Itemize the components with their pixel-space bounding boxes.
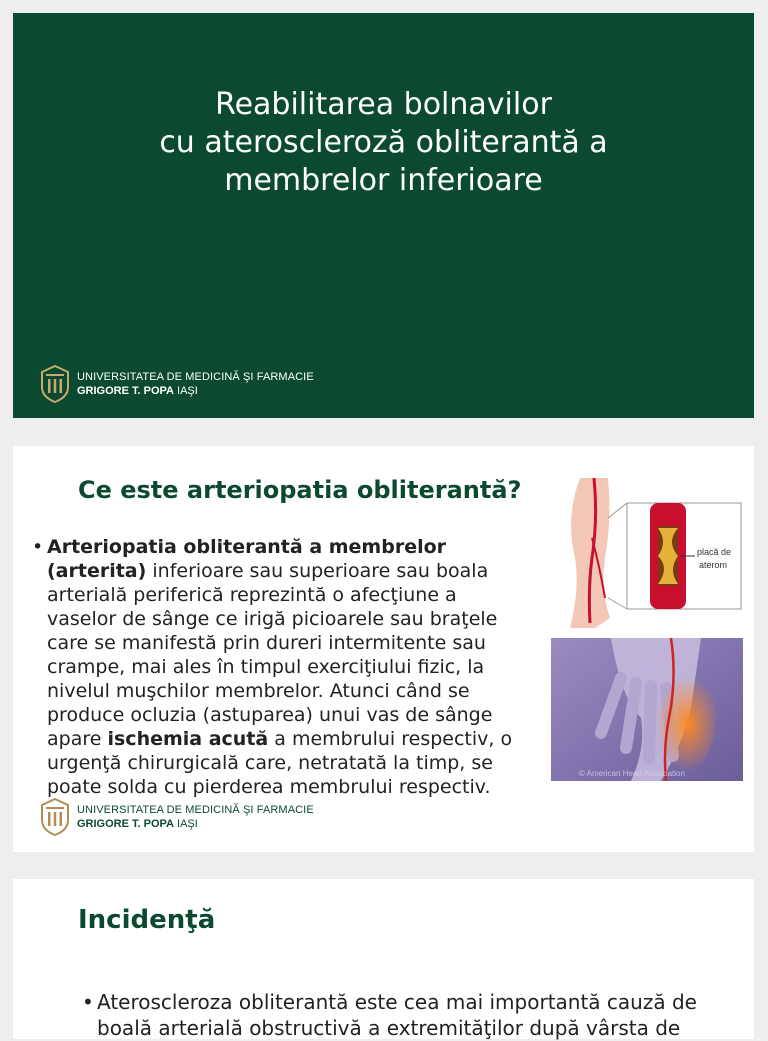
title-slide — [13, 13, 754, 418]
incidence-slide — [13, 879, 754, 1039]
slide-body — [82, 989, 742, 1041]
bullet-item — [82, 989, 742, 1041]
bullet-bold-ischemia: ischemia acută — [107, 728, 269, 750]
logo-university-bold: GRIGORE T. POPA — [77, 385, 174, 397]
logo-university-city: IAŞI — [173, 818, 198, 830]
logo-university-city: IAŞI — [173, 385, 198, 397]
bullet-icon: • — [82, 990, 94, 1014]
university-crest-icon — [40, 365, 70, 403]
bullet-item — [32, 535, 522, 799]
content-slide — [13, 446, 754, 852]
slide-heading: Incidenţă — [78, 905, 216, 935]
image-label-line-2: aterom — [699, 560, 728, 570]
logo-university-name: UNIVERSITATEA DE MEDICINĂ ŞI FARMACIE — [77, 804, 314, 816]
logo-university-bold: GRIGORE T. POPA — [77, 818, 174, 830]
title-line-1: Reabilitarea bolnavilor — [215, 87, 552, 122]
leg-artery-illustration — [550, 478, 742, 628]
university-logo-footer — [40, 798, 314, 836]
slide-heading: Ce este arteriopatia obliterantă? — [78, 476, 522, 504]
university-logo — [40, 365, 314, 403]
bullet-bold-term: Arteriopatia obliterantă a membrelor (arterita) — [47, 536, 447, 582]
title-line-3: membrelor inferioare — [224, 163, 543, 198]
bullet-text: Ateroscleroza obliterantă este cea mai importantă cauză de boală arterială obstructivă a extremităţilor după vârsta de — [97, 990, 697, 1040]
bullet-text-part-1: inferioare sau superioare sau boala arterială periferică reprezintă o afecţiune a vaselor de sânge ce irigă picioarele sau braţele care se manifestă prin dureri intermitente sau crampe, mai ales în timpul exerciţiului fizic, la nivelul muşchilor membrelor. Atunci când se produce ocluzia (astuparea) unui vas de sânge apare — [47, 560, 498, 750]
university-crest-icon — [40, 798, 70, 836]
title-line-2: cu ateroscleroză obliterantă a — [159, 125, 608, 160]
bullet-icon: • — [32, 536, 44, 558]
slide-body — [32, 535, 522, 799]
bullet-text-part-2: a membrului respectiv, o urgenţă chirurgicală care, netratată la timp, se poate solda cu pierderea membrului respectiv. — [47, 728, 513, 798]
image-label-line-1: placă de — [697, 547, 732, 557]
slide-title — [13, 86, 754, 200]
image-watermark: © American Heart Association — [579, 769, 685, 778]
logo-university-name: UNIVERSITATEA DE MEDICINĂ ŞI FARMACIE — [77, 371, 314, 383]
hand-ischemia-illustration — [551, 638, 743, 781]
